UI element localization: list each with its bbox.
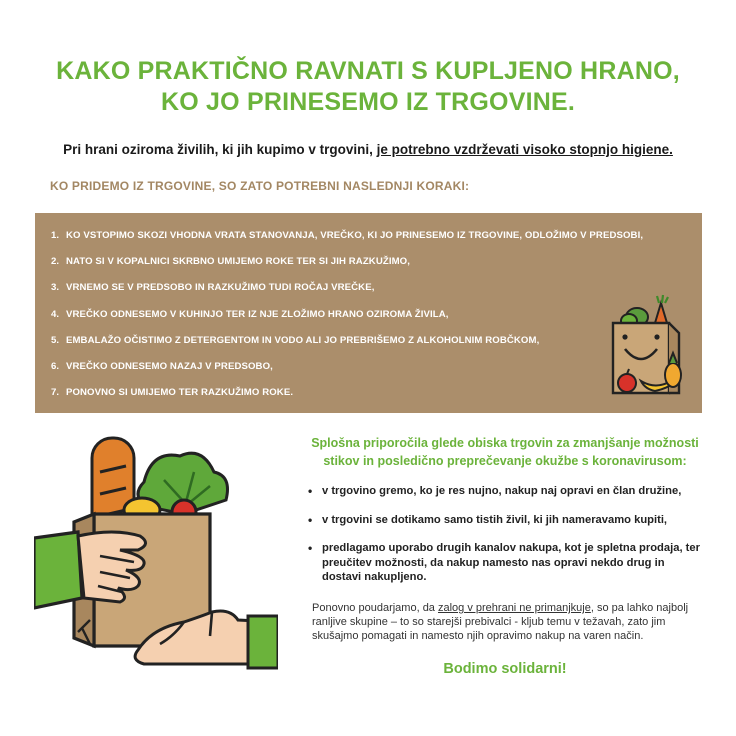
step-item: [51, 360, 643, 386]
title-line-1: KAKO PRAKTIČNO RAVNATI S KUPLJENO HRANO,: [56, 57, 680, 85]
bullet: •: [308, 541, 313, 555]
closing-underlined: zalog v prehrani ne primanjkuje: [437, 602, 591, 614]
step-text: KO VSTOPIMO SKOZI VHODNA VRATA STANOVANJA, VREČKO, KI JO PRINESEMO IZ TRGOVINE, ODLOŽIMO V PREDSOBI,: [65, 230, 644, 241]
grocery-bag-icon: [605, 293, 687, 397]
step-item: [51, 281, 643, 307]
step-text: VREČKO ODNESEMO NAZAJ V PREDSOBO,: [65, 360, 273, 372]
intro-underlined: je potrebno vzdrževati visoko stopnjo higiene.: [376, 142, 673, 157]
list-item: [306, 484, 706, 499]
steps-heading: KO PRIDEMO IZ TRGOVINE, SO ZATO POTREBNI NASLEDNJI KORAKI:: [50, 179, 470, 193]
recommendations-list: [306, 484, 706, 585]
closing-paragraph: [312, 601, 710, 643]
step-item: [51, 255, 643, 281]
list-item-text: v trgovino gremo, ko je res nujno, nakup naj opravi en član družine,: [322, 485, 682, 497]
step-text: PONOVNO SI UMIJEMO TER RAZKUŽIMO ROKE.: [65, 387, 294, 399]
recommendations-title-line-1: Splošna priporočila glede obiska trgovin za zmanjšanje možnosti: [311, 436, 699, 450]
closing-part-1: Ponovno poudarjamo, da: [312, 602, 438, 614]
step-number: 7.: [51, 387, 60, 399]
page-title: [0, 56, 736, 118]
intro-text: [0, 142, 736, 157]
step-text: VRNEMO SE V PREDSOBO IN RAZKUŽIMO TUDI ROČAJ VREČKE,: [65, 282, 375, 294]
step-number: 1.: [51, 230, 60, 241]
list-item-text: predlagamo uporabo drugih kanalov nakupa, kot je spletna prodaja, ter preučitev možnosti, da nakup namesto nas opravi nekdo drug in dostavi nakupljeno.: [322, 542, 700, 583]
step-text: NATO SI V KOPALNICI SKRBNO UMIJEMO ROKE TER SI JIH RAZKUŽIMO,: [65, 256, 410, 268]
step-number: 2.: [51, 256, 60, 268]
step-number: 4.: [51, 308, 60, 320]
step-item: [51, 308, 643, 334]
bullet: •: [308, 484, 313, 498]
step-text: VREČKO ODNESEMO V KUHINJO TER IZ NJE ZLOŽIMO HRANO OZIROMA ŽIVILA,: [65, 308, 449, 320]
steps-box: [35, 213, 702, 413]
step-item: [51, 334, 643, 360]
step-number: 3.: [51, 282, 60, 294]
closing-part-2: , so pa lahko najbolj ranljive skupine – to so starejši prebivalci - kljub temu v težavah, zato jim skušajmo pomagati in namesto njih opravimo nakup na varen način.: [312, 602, 689, 642]
hands-holding-grocery-bag-icon: [34, 432, 278, 670]
list-item-text: v trgovini se dotikamo samo tistih živil, ki jih nameravamo kupiti,: [322, 513, 668, 526]
steps-list: [51, 229, 643, 412]
step-text: EMBALAŽO OČISTIMO Z DETERGENTOM IN VODO ALI JO PREBRIŠEMO Z ALKOHOLNIM ROBČKOM,: [65, 334, 540, 346]
recommendations-title: [302, 434, 708, 470]
step-item: [51, 386, 643, 412]
intro-plain: Pri hrani oziroma živilih, ki jih kupimo v trgovini,: [63, 142, 377, 157]
step-item: [51, 229, 643, 255]
title-line-2: KO JO PRINESEMO IZ TRGOVINE.: [161, 88, 575, 116]
slogan: Bodimo solidarni!: [443, 661, 567, 677]
bullet: •: [308, 512, 313, 527]
list-item: [306, 513, 706, 528]
recommendations-title-line-2: stikov in posledično preprečevanje okužbe s koronavirusom:: [323, 454, 687, 468]
step-number: 5.: [51, 334, 60, 346]
list-item: [306, 541, 706, 585]
step-number: 6.: [51, 360, 60, 372]
